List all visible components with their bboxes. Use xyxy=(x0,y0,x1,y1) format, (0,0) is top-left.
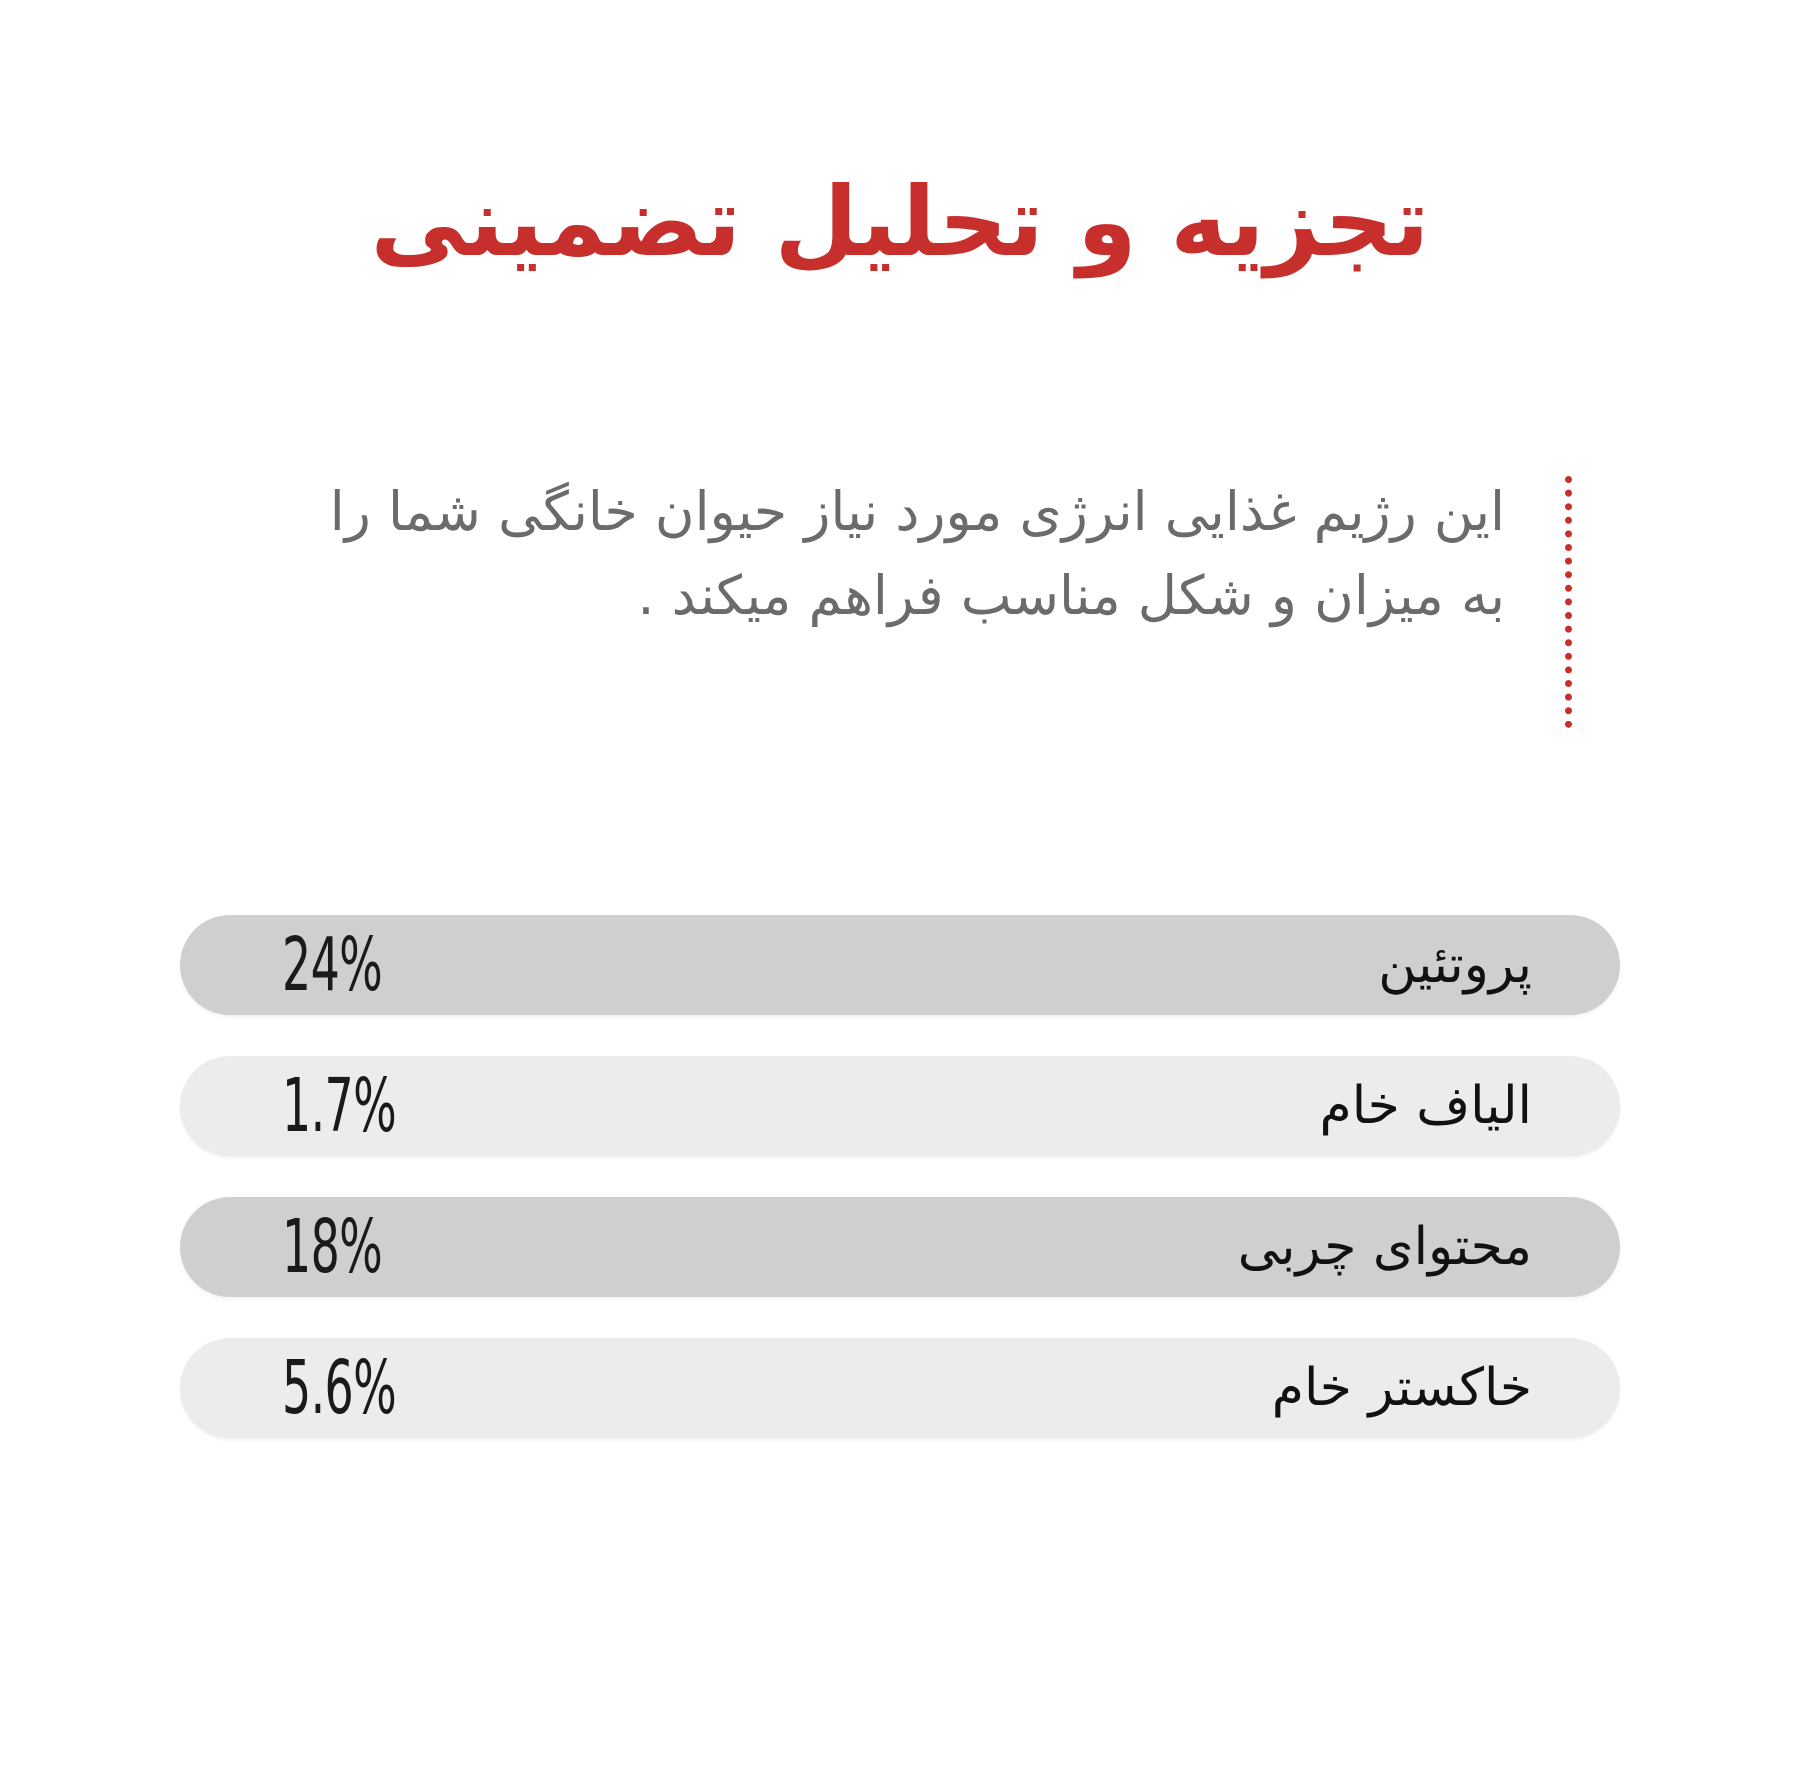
analysis-row-value: 5.6% xyxy=(282,1345,397,1431)
analysis-row-value: 18% xyxy=(282,1204,383,1290)
analysis-row-label: الیاف خام xyxy=(1319,1076,1532,1136)
analysis-row-value: 24% xyxy=(282,922,383,1008)
analysis-row-crude-fiber xyxy=(180,1056,1620,1156)
analysis-row-label: پروتئین xyxy=(1378,935,1532,995)
description-line-1: این رژیم غذایی انرژی مورد نیاز حیوان خانگی شما را xyxy=(329,480,1505,543)
analysis-row-protein xyxy=(180,915,1620,1015)
dotted-divider xyxy=(1565,476,1572,728)
description-line-2: به میزان و شکل مناسب فراهم میکند . xyxy=(637,564,1505,627)
analysis-row-fat-content xyxy=(180,1197,1620,1297)
analysis-row-value: 1.7% xyxy=(282,1063,397,1149)
analysis-list xyxy=(180,915,1620,1479)
analysis-row-crude-ash xyxy=(180,1338,1620,1438)
page-title: تجزیه و تحلیل تضمینی xyxy=(370,166,1430,278)
analysis-row-label: محتوای چربی xyxy=(1237,1217,1532,1277)
analysis-row-label: خاکستر خام xyxy=(1271,1358,1532,1418)
description-block xyxy=(240,470,1505,638)
